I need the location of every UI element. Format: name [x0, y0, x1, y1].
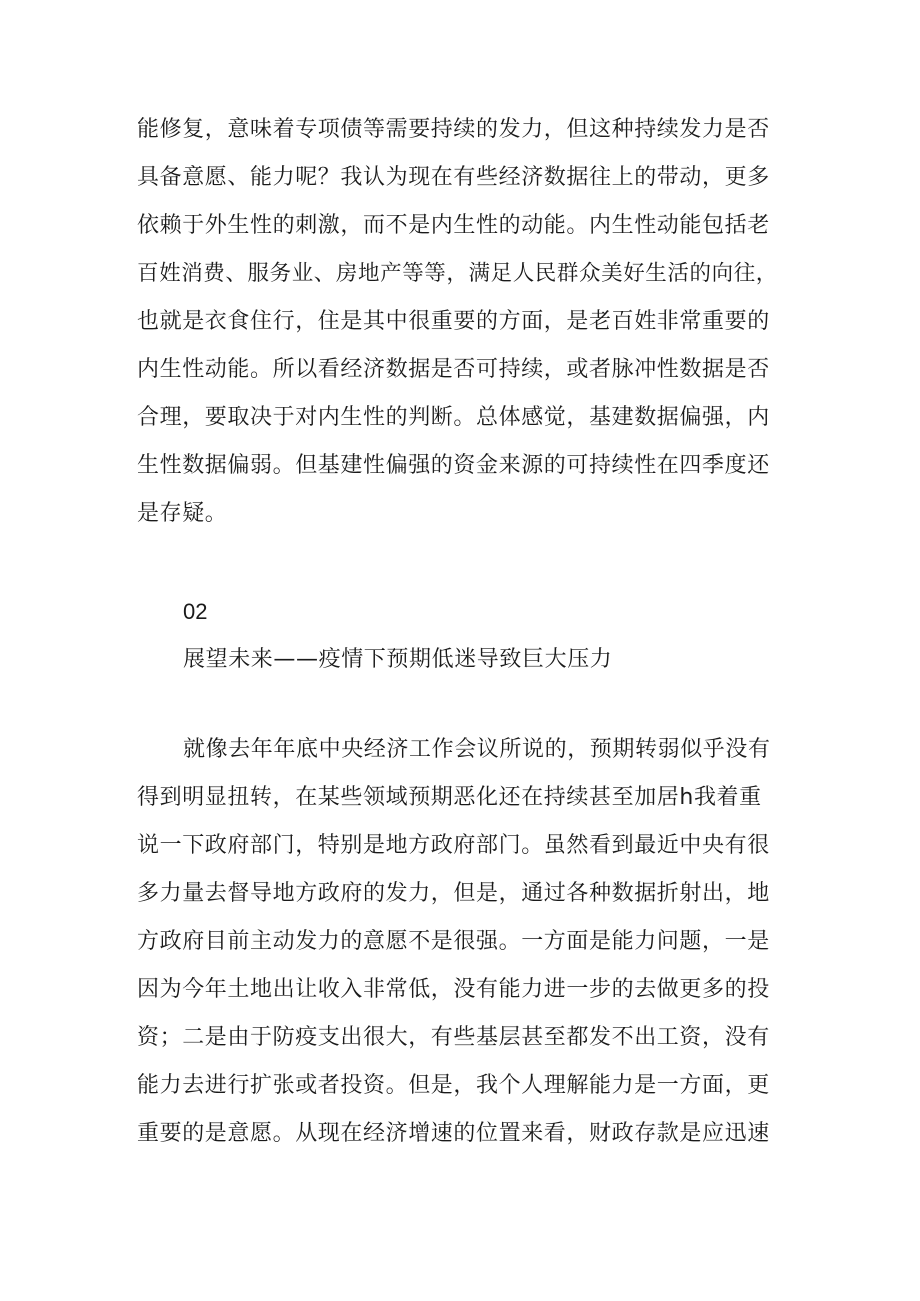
text-line: 合理，要取决于对内生性的判断。总体感觉，基建数据偏强，内 — [137, 405, 770, 430]
text-line: 百姓消费、服务业、房地产等等，满足人民群众美好生活的向往， — [137, 261, 778, 286]
text-line: 能修复，意味着专项债等需要持续的发力，但这种持续发力是否 — [137, 117, 770, 142]
text-line: 是存疑。 — [137, 501, 228, 526]
text-line: 多力量去督导地方政府的发力，但是，通过各种数据折射出，地 — [137, 881, 770, 906]
text-line: 因为今年土地出让收入非常低，没有能力进一步的去做更多的投 — [137, 977, 770, 1002]
text-line: 重要的是意愿。从现在经济增速的位置来看，财政存款是应迅速 — [137, 1121, 770, 1146]
text-line: 资；二是由于防疫支出很大，有些基层甚至都发不出工资，没有 — [137, 1025, 770, 1050]
text-line: 方政府目前主动发力的意愿不是很强。一方面是能力问题，一是 — [137, 929, 770, 954]
text-line: 生性数据偏弱。但基建性偏强的资金来源的可持续性在四季度还 — [137, 453, 770, 478]
section-number: 02 — [183, 599, 208, 624]
text-line: 说一下政府部门，特别是地方政府部门。虽然看到最近中央有很 — [137, 833, 770, 858]
text-line: 依赖于外生性的刺激，而不是内生性的动能。内生性动能包括老 — [137, 213, 770, 238]
text-line: 就像去年年底中央经济工作会议所说的，预期转弱似乎没有 — [183, 737, 771, 762]
text-line: 内生性动能。所以看经济数据是否可持续，或者脉冲性数据是否 — [137, 357, 770, 382]
section-title: 展望未来——疫情下预期低迷导致巨大压力 — [183, 647, 613, 672]
text-line: 得到明显扭转，在某些领域预期恶化还在持续甚至加居h我着重 — [137, 785, 762, 810]
text-line: 也就是衣食住行，住是其中很重要的方面，是老百姓非常重要的 — [137, 309, 770, 334]
text-line: 具备意愿、能力呢？我认为现在有些经济数据往上的带动，更多 — [137, 165, 770, 190]
text-line: 能力去进行扩张或者投资。但是，我个人理解能力是一方面，更 — [137, 1073, 770, 1098]
